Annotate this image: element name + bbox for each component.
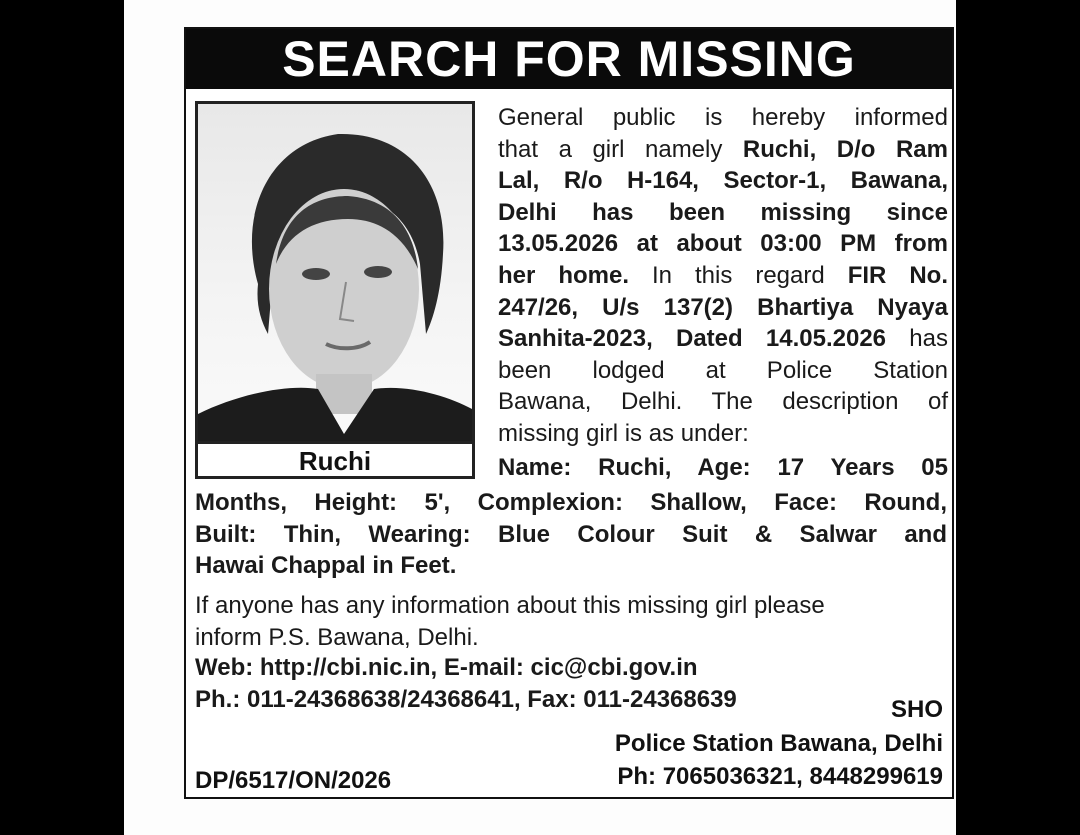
missing-person-notice <box>184 27 954 799</box>
reference-code: DP/6517/ON/2026 <box>195 767 392 794</box>
missing-person-name: Ruchi, D/o Ram <box>742 135 948 163</box>
body-line-7: 247/26, U/s 137(2) Bhartiya Nyaya <box>498 293 948 321</box>
body-line-2-text: that a girl namely <box>498 135 743 163</box>
description-line-1: Months, Height: 5', Complexion: Shallow, Face: Round, <box>195 489 947 516</box>
body-line-3: Lal, R/o H-164, Sector-1, Bawana, <box>498 167 948 195</box>
fir-label: FIR No. <box>847 261 948 289</box>
notice-body-text <box>498 102 948 483</box>
photo-caption: Ruchi <box>198 441 472 479</box>
appeal-line-1: If anyone has any information about this missing girl please <box>195 592 825 619</box>
signer-station: Police Station Bawana, Delhi <box>614 730 943 757</box>
body-line-4: Delhi has been missing since <box>498 198 948 226</box>
body-line-8-text: has <box>886 325 948 353</box>
body-line-1: General public is hereby informed <box>498 104 948 131</box>
body-line-11: missing girl is as under: <box>498 419 749 447</box>
photo-frame <box>195 101 475 479</box>
body-line-6-bold: her home. <box>498 261 630 289</box>
newspaper-clipping <box>124 0 956 835</box>
appeal-line-2: inform P.S. Bawana, Delhi. <box>195 623 479 651</box>
body-line-8 <box>498 323 948 355</box>
body-line-6 <box>498 260 948 292</box>
appeal-block <box>195 590 947 653</box>
phone-fax: Ph.: 011-24368638/24368641, Fax: 011-24368639 <box>195 685 737 713</box>
web-email: Web: http://cbi.nic.in, E-mail: cic@cbi.gov.in <box>195 654 698 681</box>
body-line-5: 13.05.2026 at about 03:00 PM from <box>498 230 948 258</box>
description-line-3: Hawai Chappal in Feet. <box>195 552 457 580</box>
body-line-9: been lodged at Police Station <box>498 356 948 384</box>
missing-person-photo <box>198 104 472 441</box>
signer-phone: Ph: 7065036321, 8448299619 <box>617 763 943 790</box>
body-line-6-text: In this regard <box>629 261 848 289</box>
body-line-12: Name: Ruchi, Age: 17 Years 05 <box>498 453 948 481</box>
signer-title: SHO <box>890 696 943 723</box>
body-line-8-bold: Sanhita-2023, Dated 14.05.2026 <box>498 325 887 353</box>
description-line-2: Built: Thin, Wearing: Blue Colour Suit & Salwar and <box>195 520 947 548</box>
notice-heading: SEARCH FOR MISSING <box>186 29 952 89</box>
body-line-10: Bawana, Delhi. The description of <box>498 388 948 416</box>
contact-block <box>195 652 947 715</box>
description-block <box>195 487 947 582</box>
body-line-2 <box>498 134 948 166</box>
